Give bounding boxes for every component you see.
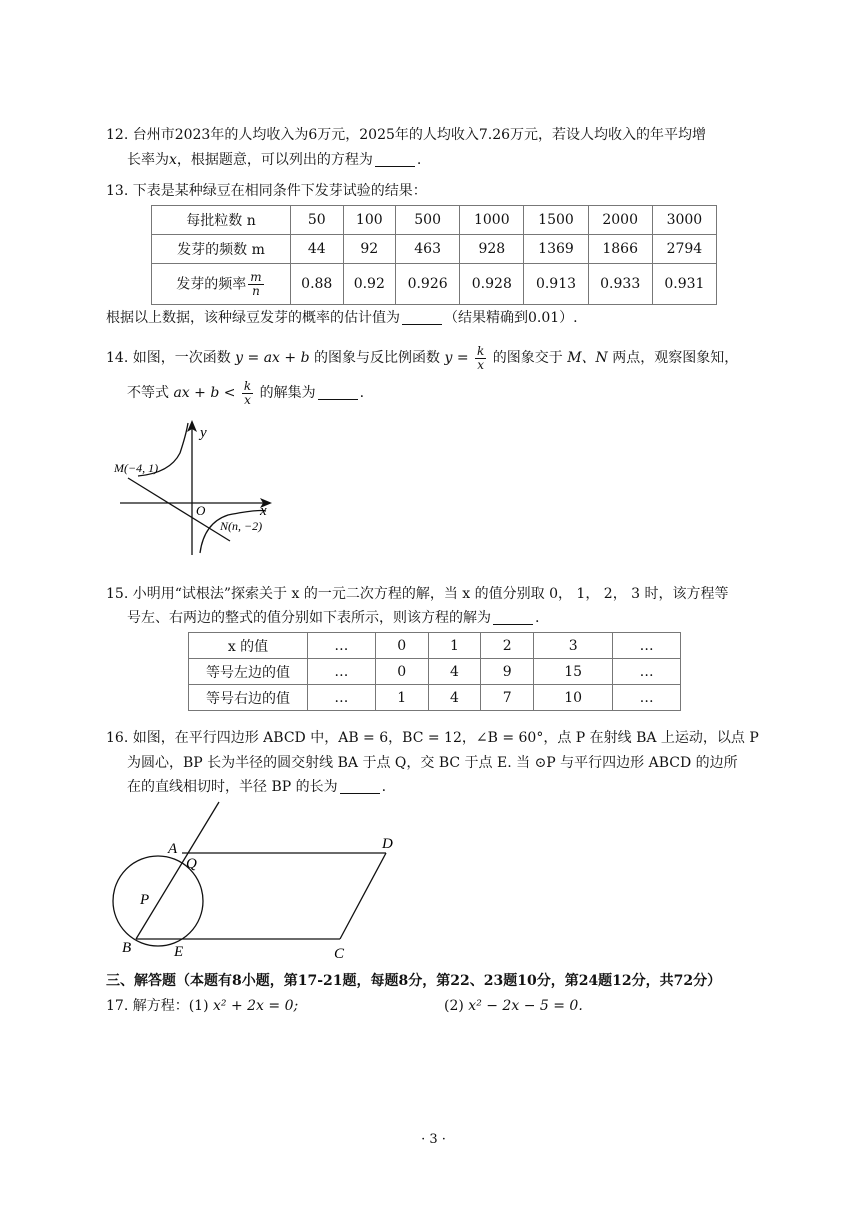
label-d: D <box>382 836 393 852</box>
q13-cell <box>588 264 652 305</box>
q17-part2-label: (2) <box>444 998 464 1014</box>
q13-cell-text: 50 <box>307 212 326 228</box>
q15-cell-text: 7 <box>502 689 512 706</box>
q13-cell-text: 0.926 <box>407 276 448 292</box>
q13-cell-text: 44 <box>307 241 326 257</box>
q13-cell-text: 500 <box>414 212 441 228</box>
q13-cell-text: 928 <box>478 241 506 257</box>
q14-text-a: 14. 如图，一次函数 <box>106 350 231 366</box>
q13-cell-text: 2794 <box>666 241 703 257</box>
q15-end: . <box>535 610 540 626</box>
q14-text-2a: 不等式 <box>127 385 169 401</box>
q14-text-b: 的图象与反比例函数 <box>314 350 440 366</box>
q14-inequality: ax + b < <box>173 385 236 401</box>
q12-answer-blank[interactable] <box>375 152 415 167</box>
q15-cell <box>308 659 376 685</box>
q15-cell <box>481 633 534 659</box>
frac-m: m <box>250 269 262 284</box>
q15-cell-text: … <box>639 689 654 706</box>
q15-cell-text: 1 <box>450 637 459 654</box>
q14-fraction-k-x <box>475 345 486 372</box>
q13-cell <box>343 264 396 305</box>
q13-table-row <box>152 264 717 305</box>
q15-text: 号左、右两边的整式的值分别如下表所示，则该方程的解为 <box>127 610 491 626</box>
q13-after-b: （结果精确到0.01）. <box>444 310 578 326</box>
q13-after <box>106 308 578 328</box>
q15-cell-text: 0 <box>397 663 407 680</box>
frac-x: x <box>244 392 251 407</box>
frac-k: k <box>477 343 485 358</box>
q13-cell-text: 0.913 <box>535 276 577 292</box>
q13-cell <box>652 206 716 235</box>
q13-cell <box>524 235 588 264</box>
q13-cell-text: 0.928 <box>471 276 512 292</box>
q14-end: . <box>359 385 365 401</box>
q13-table-row <box>152 206 717 235</box>
q15-cell-text: 15 <box>564 663 583 680</box>
frac-k: k <box>243 378 252 393</box>
y-label: y <box>200 425 207 441</box>
label-q: Q <box>186 856 197 872</box>
q13-cell-text: 发芽的频率 <box>176 276 247 292</box>
q12-line1: 12. 台州市2023年的人均收入为6万元，2025年的人均收入7.26万元，若设人均收入的年平均增 <box>106 127 707 143</box>
q14-points: M、N <box>567 350 608 366</box>
q15-table-row <box>189 633 681 659</box>
q13-cell <box>524 206 588 235</box>
q12-text-a: 长率为 <box>127 152 169 168</box>
q13-cell-text: 0.88 <box>301 276 333 292</box>
q13-cell-text: 1369 <box>538 241 574 257</box>
q15-table-row <box>189 659 681 685</box>
q13-cell-text: 0.933 <box>600 276 641 292</box>
q13-cell-text: 3000 <box>666 212 703 228</box>
point-n-label: N(n, −2) <box>220 519 263 533</box>
q12-line2 <box>127 150 421 170</box>
q15-cell-text: … <box>334 663 349 680</box>
q12-end: . <box>416 152 422 168</box>
q13-cell <box>396 235 460 264</box>
q14-fraction-k-x-2 <box>242 380 253 407</box>
x-label: x <box>260 503 267 519</box>
point-m-label: M(−4, 1) <box>114 461 159 475</box>
q17-line <box>106 996 298 1016</box>
q15-cell <box>375 659 428 685</box>
q15-cell <box>534 685 613 711</box>
label-a: A <box>168 841 178 857</box>
q15-cell <box>428 633 481 659</box>
q13-frequency-fraction <box>248 271 263 298</box>
q15-row-header <box>189 633 308 659</box>
q15-answer-blank[interactable] <box>493 610 533 625</box>
q15-cell <box>428 659 481 685</box>
q15-cell <box>428 685 481 711</box>
q13-cell-text: 1500 <box>538 212 574 228</box>
q13-cell-text: 2000 <box>602 212 638 228</box>
q13-cell-text: 100 <box>355 212 383 228</box>
label-b: B <box>122 940 132 956</box>
q13-cell <box>588 206 652 235</box>
q15-cell-text: 等号左边的值 <box>206 664 290 681</box>
origin-label: O <box>196 503 206 518</box>
q15-cell-text: 3 <box>568 637 578 654</box>
section-3-heading: 三、解答题（本题有8小题，第17-21题，每题8分，第22、23题10分，第24题12分，共72分） <box>106 973 722 989</box>
q15-cell-text: x 的值 <box>227 638 269 655</box>
q15-row-header <box>189 659 308 685</box>
q15-cell <box>375 685 428 711</box>
q13-row-header <box>152 264 291 305</box>
q17-equation-2: x² − 2x − 5 = 0. <box>468 998 583 1014</box>
frac-x: x <box>477 357 485 372</box>
label-c: C <box>334 946 345 962</box>
q13-cell-text: 92 <box>360 241 379 257</box>
q13-cell <box>396 206 460 235</box>
q13-cell <box>291 206 344 235</box>
q15-cell-text: 4 <box>450 663 459 680</box>
q14-figure <box>108 415 283 560</box>
q15-cell <box>613 659 681 685</box>
label-e: E <box>174 944 184 960</box>
q15-cell-text: … <box>334 637 349 654</box>
q15-cell-text: 4 <box>450 689 459 706</box>
q16-end: . <box>381 779 387 795</box>
q12-text-b: ，根据题意，可以列出的方程为 <box>176 152 373 168</box>
ray-ba <box>136 802 219 939</box>
q12-var: x <box>169 152 177 168</box>
q16-line1: 16. 如图，在平行四边形 ABCD 中，AB = 6，BC = 12，∠B = 60°，点 P 在射线 BA 上运动，以点 P <box>106 730 759 746</box>
q15-cell <box>613 685 681 711</box>
q14-inverse-eq: y = <box>444 350 469 366</box>
q13-cell <box>460 235 524 264</box>
q13-answer-blank[interactable] <box>402 310 442 325</box>
q13-cell <box>343 235 396 264</box>
q13-cell-text: 463 <box>414 241 441 257</box>
q13-cell-text: 0.931 <box>664 276 705 292</box>
q14-text-2b: 的解集为 <box>259 385 316 401</box>
q15-cell <box>613 633 681 659</box>
q16-figure <box>100 800 410 965</box>
q13-row-header <box>152 206 291 235</box>
q13-cell <box>396 264 460 305</box>
page-number: · 3 · <box>421 1132 446 1147</box>
q15-cell-text: 2 <box>502 637 512 654</box>
q16-text: 在的直线相切时，半径 BP 的长为 <box>127 779 338 795</box>
q13-intro: 13. 下表是某种绿豆在相同条件下发芽试验的结果： <box>106 183 427 199</box>
q14-text-c: 的图象交于 <box>492 350 563 366</box>
q13-cell-text: 发芽的频数 m <box>177 242 265 258</box>
q15-cell <box>308 633 376 659</box>
q15-cell-text: 等号右边的值 <box>206 690 290 707</box>
q15-cell <box>534 633 613 659</box>
q13-cell <box>291 235 344 264</box>
q15-cell-text: … <box>639 663 654 680</box>
q13-cell <box>460 206 524 235</box>
q13-cell <box>524 264 588 305</box>
q14-linear-eq: y = ax + b <box>235 350 310 366</box>
q15-table-row <box>189 685 681 711</box>
q13-cell <box>291 264 344 305</box>
q13-row-header <box>152 235 291 264</box>
q15-cell-text: 10 <box>564 689 583 706</box>
q13-cell-text: 0.92 <box>353 276 385 292</box>
q15-row-header <box>189 685 308 711</box>
q13-table <box>151 205 717 305</box>
q15-cell <box>308 685 376 711</box>
q17-lead: 17. 解方程：(1) <box>106 998 209 1014</box>
q13-cell <box>652 235 716 264</box>
q17-part2 <box>444 996 583 1016</box>
q14-answer-blank[interactable] <box>318 385 358 400</box>
q15-cell-text: 9 <box>502 663 512 680</box>
q15-cell <box>534 659 613 685</box>
q13-cell <box>460 264 524 305</box>
q15-line1: 15. 小明用“试根法”探索关于 x 的一元二次方程的解，当 x 的值分别取 0， 1， 2， 3 时，该方程等 <box>106 586 729 602</box>
q15-cell <box>481 685 534 711</box>
q17-equation-1: x² + 2x = 0; <box>213 998 299 1014</box>
q15-cell-text: … <box>639 637 654 654</box>
q13-cell <box>343 206 396 235</box>
q16-line3 <box>127 777 386 797</box>
q15-table <box>188 632 681 711</box>
q15-cell-text: 0 <box>397 637 407 654</box>
linear-function-line <box>128 478 230 541</box>
q15-cell <box>481 659 534 685</box>
q15-cell <box>375 633 428 659</box>
label-p: P <box>140 892 150 908</box>
q14-line1 <box>106 343 738 373</box>
q14-line2 <box>127 378 364 408</box>
q16-line2: 为圆心，BP 长为半径的圆交射线 BA 于点 Q，交 BC 于点 E. 当 ⊙P 与平行四边形 ABCD 的边所 <box>127 755 738 771</box>
q14-text-e: 两点，观察图象知， <box>612 350 739 366</box>
q13-cell-text: 1866 <box>602 241 638 257</box>
frac-n: n <box>252 283 260 298</box>
q13-cell-text: 1000 <box>473 212 510 228</box>
q13-table-row <box>152 235 717 264</box>
side-cd <box>340 853 386 939</box>
q13-cell-text: 每批粒数 n <box>186 213 256 229</box>
q13-cell <box>588 235 652 264</box>
q13-after-a: 根据以上数据，该种绿豆发芽的概率的估计值为 <box>106 310 400 326</box>
q15-line2 <box>127 608 539 628</box>
q13-cell <box>652 264 716 305</box>
q16-answer-blank[interactable] <box>340 779 380 794</box>
q15-cell-text: … <box>334 689 349 706</box>
q15-cell-text: 1 <box>397 689 407 706</box>
